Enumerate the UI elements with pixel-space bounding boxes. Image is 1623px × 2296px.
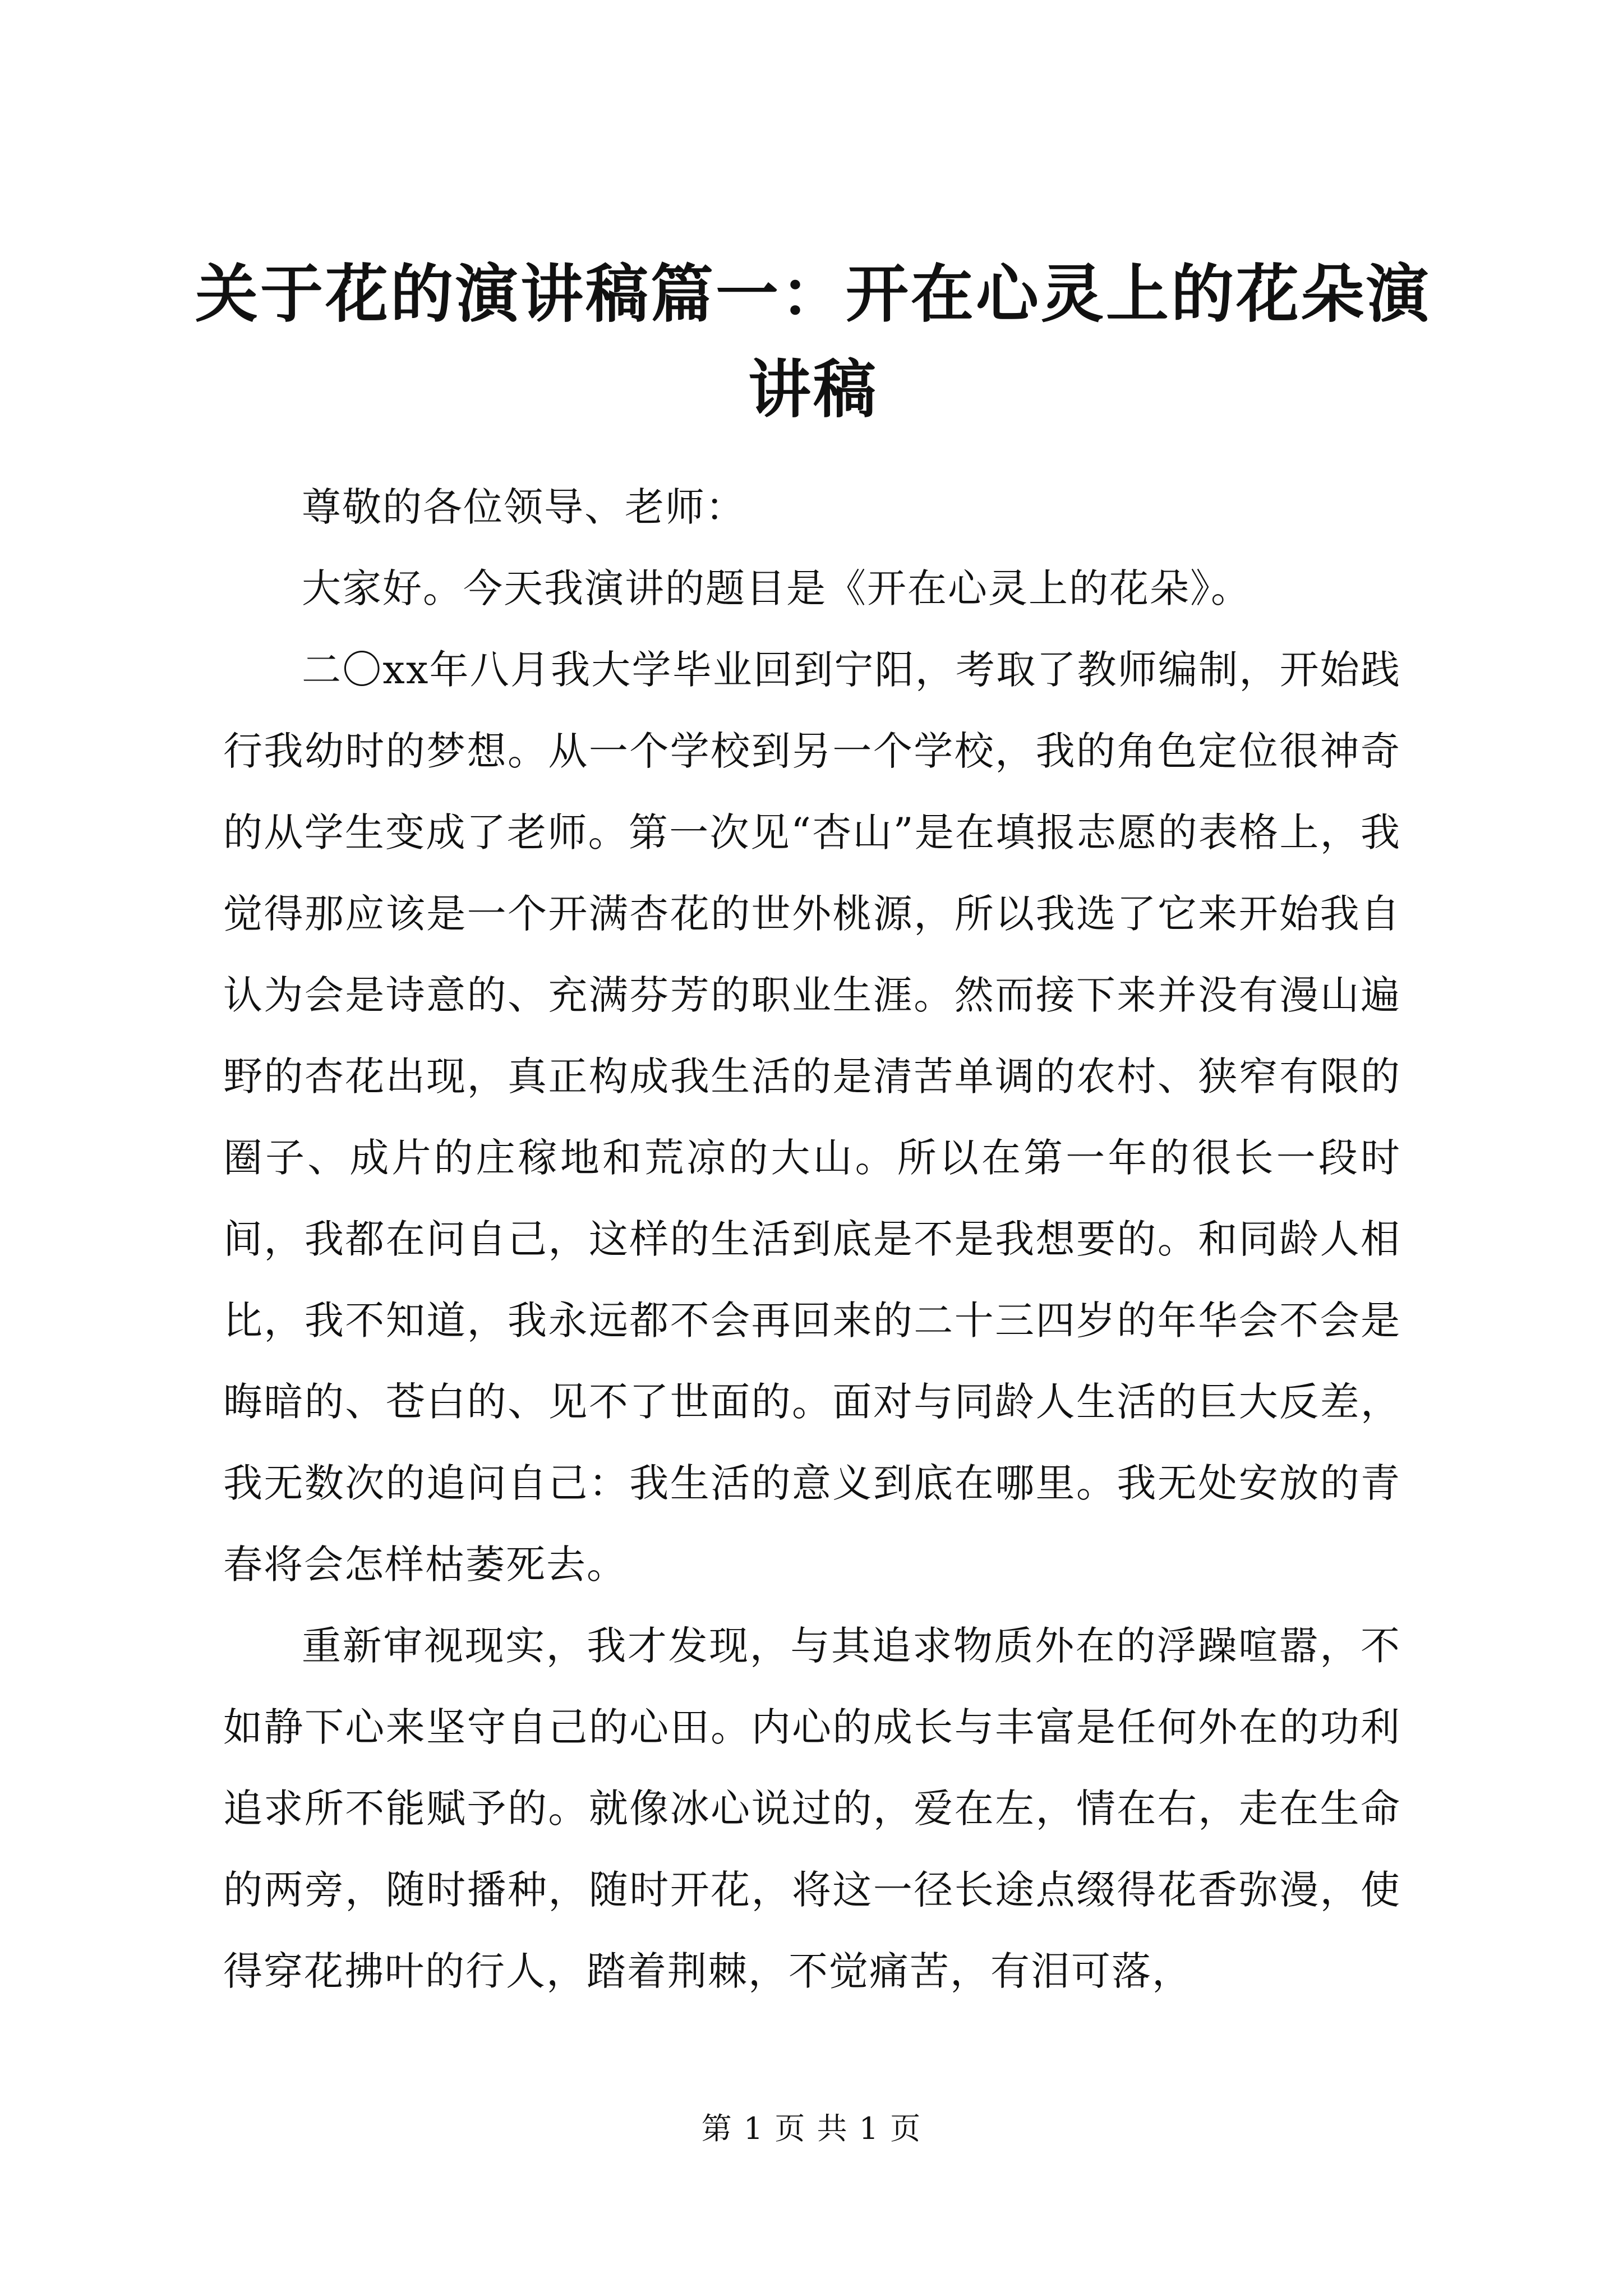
body-paragraph: 二〇xx年八月我大学毕业回到宁阳，考取了教师编制，开始践行我幼时的梦想。从一个学校到另一个学校，我的角色定位很神奇的从学生变成了老师。第一次见“杏山”是在填报志愿的表格上，我觉得那应该是一个开满杏花的世外桃源，所以我选了它来开始我自认为会是诗意的、充满芬芳的职业生涯。然而接下来并没有漫山遍野的杏花出现，真正构成我生活的是清苦单调的农村、狭窄有限的圈子、成片的庄稼地和荒凉的大山。所以在第一年的很长一段时间，我都在问自己，这样的生活到底是不是我想要的。和同龄人相比，我不知道，我永远都不会再回来的二十三四岁的年华会不会是晦暗的、苍白的、见不了世面的。面对与同龄人生活的巨大反差，我无数次的追问自己：我生活的意义到底在哪里。我无处安放的青春将会怎样枯萎死去。 [223, 647, 1401, 1588]
salutation-paragraph: 尊敬的各位领导、老师： [302, 484, 746, 530]
greeting-paragraph: 大家好。今天我演讲的题目是《开在心灵上的花朵》。 [302, 565, 1251, 611]
body-paragraph: 重新审视现实，我才发现，与其追求物质外在的浮躁喧嚣，不如静下心来坚守自己的心田。内心的成长与丰富是任何外在的功利追求所不能赋予的。就像冰心说过的，爱在左，情在右，走在生命的两旁，随时播种，随时开花，将这一径长途点缀得花香弥漫，使得穿花拂叶的行人，踏着荆棘，不觉痛苦，有泪可落， [223, 1623, 1401, 1994]
page-footer: 第 1 页 共 1 页 [701, 2111, 922, 2146]
document-title: 关于花的演讲稿篇一：开在心灵上的花朵演讲稿 [195, 257, 1431, 426]
document-body [223, 467, 1401, 2012]
